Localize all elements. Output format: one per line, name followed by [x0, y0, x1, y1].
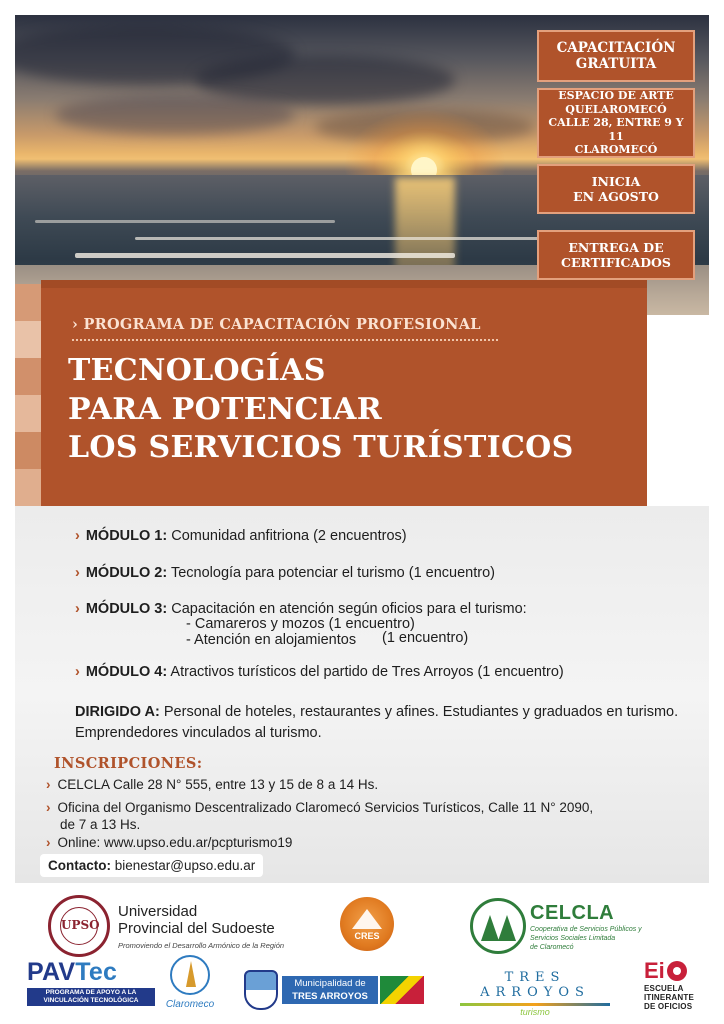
decorative-stripes — [15, 284, 41, 506]
chevron-right-icon: › — [75, 528, 80, 544]
chevron-right-icon: › — [75, 601, 80, 617]
celcla-wordmark — [530, 902, 642, 952]
ei-mark: Ei — [644, 958, 665, 983]
badge-start-date — [537, 164, 695, 214]
chevron-right-icon: › — [75, 664, 80, 680]
program-kicker: › PROGRAMA DE CAPACITACIÓN PROFESIONAL — [72, 316, 481, 333]
tree-icon — [498, 915, 516, 941]
upso-name: Universidad — [118, 903, 198, 920]
title-line: TECNOLOGÍAS — [68, 353, 326, 388]
lighthouse-icon — [186, 961, 196, 987]
badge-line: INICIA — [591, 173, 641, 189]
module-3-sub-2: - Atención en alojamientos — [186, 632, 357, 648]
chevron-right-icon: › — [46, 777, 51, 792]
pavtec-sub-line: PROGRAMA DE APOYO A LA — [45, 989, 137, 996]
badge-line: ENTREGA DE — [568, 239, 664, 255]
inscription-link[interactable]: Online: www.upso.edu.ar/pcpturismo19 — [57, 835, 293, 850]
inscription-text: Oficina del Organismo Descentralizado Claromecó Servicios Turísticos, Calle 11 N° 2090, — [57, 800, 594, 815]
cres-label: CRES — [354, 931, 380, 941]
upso-wordmark — [118, 903, 284, 954]
contact-email[interactable]: bienestar@upso.edu.ar — [111, 858, 256, 873]
upso-name: Provincial del Sudoeste — [118, 920, 275, 937]
title-line: LOS SERVICIOS TURÍSTICOS — [68, 430, 574, 465]
celcla-sub: Cooperativa de Servicios Públicos y — [530, 926, 642, 933]
dotted-divider — [72, 339, 498, 341]
celcla-logo — [470, 898, 526, 954]
module-3-sub-2-count: (1 encuentro) — [382, 630, 469, 646]
chevron-right-icon: › — [75, 565, 80, 581]
module-3-sub-1: - Camareros y mozos (1 encuentro) — [186, 616, 415, 632]
module-label: MÓDULO 2: — [85, 565, 168, 581]
wave — [135, 237, 555, 240]
tres-sub: turismo — [520, 1007, 550, 1017]
badge-line: CLAROMECÓ — [574, 143, 658, 157]
inscription-text: CELCLA Calle 28 N° 555, entre 13 y 15 de 8 a 14 Hs. — [57, 777, 379, 792]
module-text: Tecnología para potenciar el turismo (1 encuentro) — [167, 565, 495, 581]
celcla-sub: Servicios Sociales Limitada — [530, 935, 616, 942]
module-text: Capacitación en atención según oficios para el turismo: — [167, 601, 527, 617]
module-label: MÓDULO 4: — [85, 664, 168, 680]
contact-box — [40, 854, 263, 877]
module-4 — [75, 664, 564, 680]
badge-line: EN AGOSTO — [573, 189, 659, 204]
house-icon — [352, 909, 382, 929]
inscription-item — [46, 800, 593, 815]
tres-name: TRES ARROYOS — [480, 970, 590, 1000]
muni-line: Municipalidad de — [294, 978, 366, 989]
wave — [75, 253, 455, 258]
ei-line: ITINERANTE — [644, 993, 694, 1002]
badge-certificates — [537, 230, 695, 280]
contact-label: Contacto: — [48, 858, 111, 873]
badge-line: QUELAROMECÓ — [565, 102, 667, 116]
ei-logo — [644, 958, 704, 1011]
muni-line: TRES ARROYOS — [292, 991, 368, 1002]
title-band-edge — [41, 280, 647, 288]
module-3 — [75, 601, 527, 617]
module-2 — [75, 565, 495, 581]
badge-line: CAPACITACIÓN — [556, 39, 676, 56]
badge-line: CERTIFICADOS — [561, 255, 671, 270]
program-title — [68, 352, 574, 468]
pavtec-sub — [27, 988, 155, 1006]
pavtec-sub-line: VINCULACIÓN TECNOLÓGICA — [43, 997, 139, 1004]
module-text: Comunidad anfitriona (2 encuentros) — [167, 528, 407, 544]
target-audience-label: DIRIGIDO A: — [75, 704, 160, 720]
module-1 — [75, 528, 407, 544]
gear-icon — [667, 961, 687, 981]
ei-line: DE OFICIOS — [644, 1002, 693, 1011]
wave — [35, 220, 335, 223]
cres-logo — [340, 897, 394, 951]
inscription-item-cont: de 7 a 13 Hs. — [60, 817, 141, 832]
ei-line: ESCUELA — [644, 984, 684, 993]
claromeco-label: Claromeco — [165, 999, 215, 1010]
badge-free-training — [537, 30, 695, 82]
module-label: MÓDULO 1: — [85, 528, 168, 544]
tres-arroyos-turismo-logo — [450, 970, 620, 1017]
inscription-item — [46, 835, 292, 850]
title-line: PARA POTENCIAR — [68, 391, 382, 427]
cloud — [55, 95, 295, 135]
module-label: MÓDULO 3: — [85, 601, 168, 617]
upso-tagline: Promoviendo el Desarrollo Armónico de la Región — [118, 941, 285, 950]
badge-line: CALLE 28, ENTRE 9 Y 11 — [548, 116, 684, 143]
chevron-right-icon: › — [46, 835, 51, 850]
flag-icon — [380, 976, 424, 1004]
celcla-sub: de Claromecó — [530, 944, 574, 951]
claromeco-logo — [158, 955, 222, 1017]
upso-mark: UPSO — [60, 907, 98, 945]
module-text: Atractivos turísticos del partido de Tres Arroyos (1 encuentro) — [167, 664, 564, 680]
chevron-right-icon: › — [46, 800, 51, 815]
pavtec-a: PAV — [27, 958, 76, 986]
badge-line: ESPACIO DE ARTE — [558, 89, 674, 103]
pavtec-b: Tec — [75, 958, 118, 986]
shield-icon — [244, 970, 278, 1010]
badge-venue — [537, 88, 695, 158]
inscription-item — [46, 777, 378, 792]
tres-bar — [460, 1003, 610, 1006]
municipalidad-box — [282, 976, 378, 1004]
tree-icon — [481, 915, 499, 941]
badge-line: GRATUITA — [575, 56, 657, 72]
target-audience — [75, 702, 685, 744]
upso-logo — [48, 895, 110, 957]
pavtec-logo — [27, 958, 155, 1006]
target-audience-text: Personal de hoteles, restaurantes y afines. Estudiantes y graduados en turismo. Emprendedores vinculados al turismo. — [75, 704, 679, 741]
celcla-name: CELCLA — [530, 902, 615, 924]
inscriptions-title: INSCRIPCIONES: — [54, 755, 203, 772]
